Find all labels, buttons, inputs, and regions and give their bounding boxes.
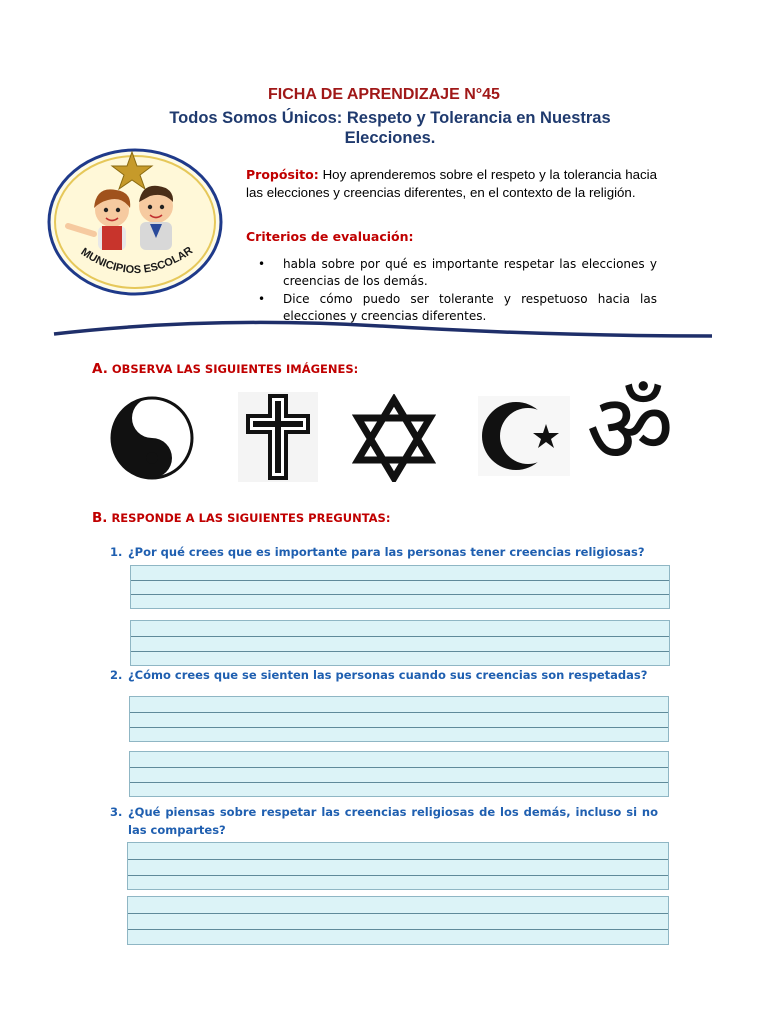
cross-icon [238,392,318,482]
answer-box[interactable] [127,896,669,945]
criteria-item: • habla sobre por qué es importante respetar las elecciones y creencias de los demás. [258,257,657,288]
crescent-star-icon [478,396,570,476]
worksheet-subtitle: Todos Somos Únicos: Respeto y Tolerancia en Nuestras Elecciones. [169,109,611,147]
question-3: 3. ¿Qué piensas sobre respetar las creencias religiosas de los demás, incluso si no las compartes? [110,805,658,837]
answer-box[interactable] [129,696,669,742]
purpose-paragraph [246,166,657,201]
section-b-heading: B. RESPONDE A LAS SIGUIENTES PREGUNTAS: [92,510,391,526]
bullet-icon: • [258,257,266,271]
purpose-label: Propósito: [246,167,319,182]
star-of-david-icon [352,394,436,482]
wave-divider [50,312,716,344]
answer-box[interactable] [127,842,669,890]
section-a-heading: A. OBSERVA LAS SIGUIENTES IMÁGENES: [92,361,359,377]
answer-box[interactable] [129,751,669,797]
purpose-text: Hoy aprenderemos sobre el respeto y la tolerancia hacia las elecciones y creencias diferentes, en el contexto de la religión. [246,167,657,200]
om-icon: ॐ [586,373,674,485]
criteria-label: Criterios de evaluación: [246,229,414,244]
school-logo [46,146,224,298]
criteria-item: • Dice cómo puedo ser tolerante y respetuoso hacia las elecciones y creencias diferentes. [258,292,657,323]
yin-yang-icon [108,396,196,480]
religious-symbols [100,373,690,485]
answer-box[interactable] [130,620,670,666]
question-2: 2. ¿Cómo crees que se sienten las personas cuando sus creencias son respetadas? [110,668,648,682]
logo-text: MUNICIPIOS ESCOLAR [78,244,196,277]
answer-box[interactable] [130,565,670,609]
question-1: 1. ¿Por qué crees que es importante para las personas tener creencias religiosas? [110,545,645,559]
bullet-icon: • [258,292,266,306]
worksheet-title: FICHA DE APRENDIZAJE N°45 [268,86,500,103]
